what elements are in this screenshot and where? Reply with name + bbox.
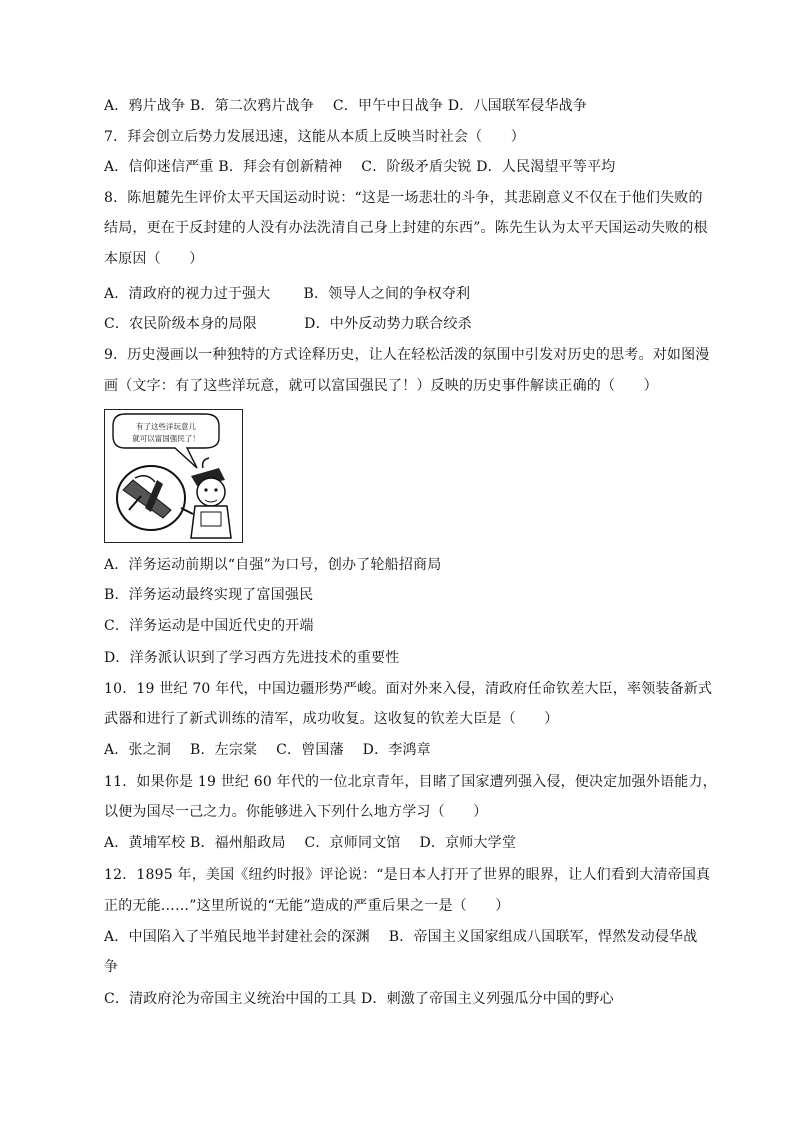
q9-option-d: D．洋务派认识到了学习西方先进技术的重要性 xyxy=(104,650,400,666)
q8-stem-line3: 本原因（ ） xyxy=(104,251,204,267)
cartoon-image xyxy=(104,409,243,543)
q12-options-cd: C．清政府沦为帝国主义统治中国的工具 D．刺激了帝国主义列强瓜分中国的野心 xyxy=(104,991,614,1007)
q7-options: A．信仰迷信严重 B．拜会有创新精神 C．阶级矛盾尖锐 D．人民渴望平等平均 xyxy=(104,159,616,175)
q8-stem-line2: 结局，更在于反封建的人没有办法洗清自己身上封建的东西”。陈先生认为太平天国运动失败的根 xyxy=(104,220,708,236)
q11-stem-line1: 11．如果你是 19 世纪 60 年代的一位北京青年，目睹了国家遭列强入侵，便决定加强外语能力， xyxy=(104,774,717,790)
q12-stem-line1: 12．1895 年，美国《纽约时报》评论说：“是日本人打开了世界的眼界，让人们看到大清帝国真 xyxy=(104,867,711,883)
q10-options: A．张之洞 B．左宗棠 C．曾国藩 D．李鸿章 xyxy=(104,742,431,758)
q9-stem-line1: 9．历史漫画以一种独特的方式诠释历史，让人在轻松活泼的氛围中引发对历史的思考。对如图漫 xyxy=(104,347,710,363)
cartoon-drawing xyxy=(105,410,241,541)
q7-stem: 7．拜会创立后势力发展迅速，这能从本质上反映当时社会（ ） xyxy=(104,129,525,145)
bubble-line-2: 就可以富国强民了！ xyxy=(132,434,200,443)
q10-stem-line2: 武器和进行了新式训练的清军，成功收复。这收复的钦差大臣是（ ） xyxy=(104,711,559,727)
q8-options-cd: C．农民阶级本身的局限 D．中外反动势力联合绞杀 xyxy=(104,316,472,332)
q6-options: A．鸦片战争 B．第二次鸦片战争 C．甲午中日战争 D．八国联军侵华战争 xyxy=(104,98,588,114)
q9-option-c: C．洋务运动是中国近代史的开端 xyxy=(104,618,314,634)
q8-options-ab: A．清政府的视力过于强大 B．领导人之间的争权夺利 xyxy=(104,286,471,302)
bubble-line-1: 有了这些洋玩意儿 xyxy=(136,422,196,431)
q12-options-ab: A．中国陷入了半殖民地半封建社会的深渊 B．帝国主义国家组成八国联军，悍然发动侵华战 xyxy=(104,929,698,945)
q9-option-b: B．洋务运动最终实现了富国强民 xyxy=(104,587,314,603)
q10-stem-line1: 10．19 世纪 70 年代，中国边疆形势严峻。面对外来入侵，清政府任命钦差大臣，率领装备新式 xyxy=(104,681,713,697)
q12-stem-line2: 正的无能……”这里所说的“无能”造成的严重后果之一是（ ） xyxy=(104,898,510,914)
q11-stem-line2: 以便为国尽一己之力。你能够进入下列什么地方学习（ ） xyxy=(104,804,488,820)
q8-stem-line1: 8．陈旭麓先生评价太平天国运动时说：“这是一场悲壮的斗争，其悲剧意义不仅在于他们失败的 xyxy=(104,190,703,206)
q11-options: A．黄埔军校 B．福州船政局 C．京师同文馆 D．京师大学堂 xyxy=(104,835,517,851)
q9-option-a: A．洋务运动前期以“自强”为口号，创办了轮船招商局 xyxy=(104,557,442,573)
q12-options-ab-wrap: 争 xyxy=(104,959,119,975)
q9-stem-line2: 画（文字：有了这些洋玩意，就可以富国强民了！）反映的历史事件解读正确的（ ） xyxy=(104,378,658,394)
